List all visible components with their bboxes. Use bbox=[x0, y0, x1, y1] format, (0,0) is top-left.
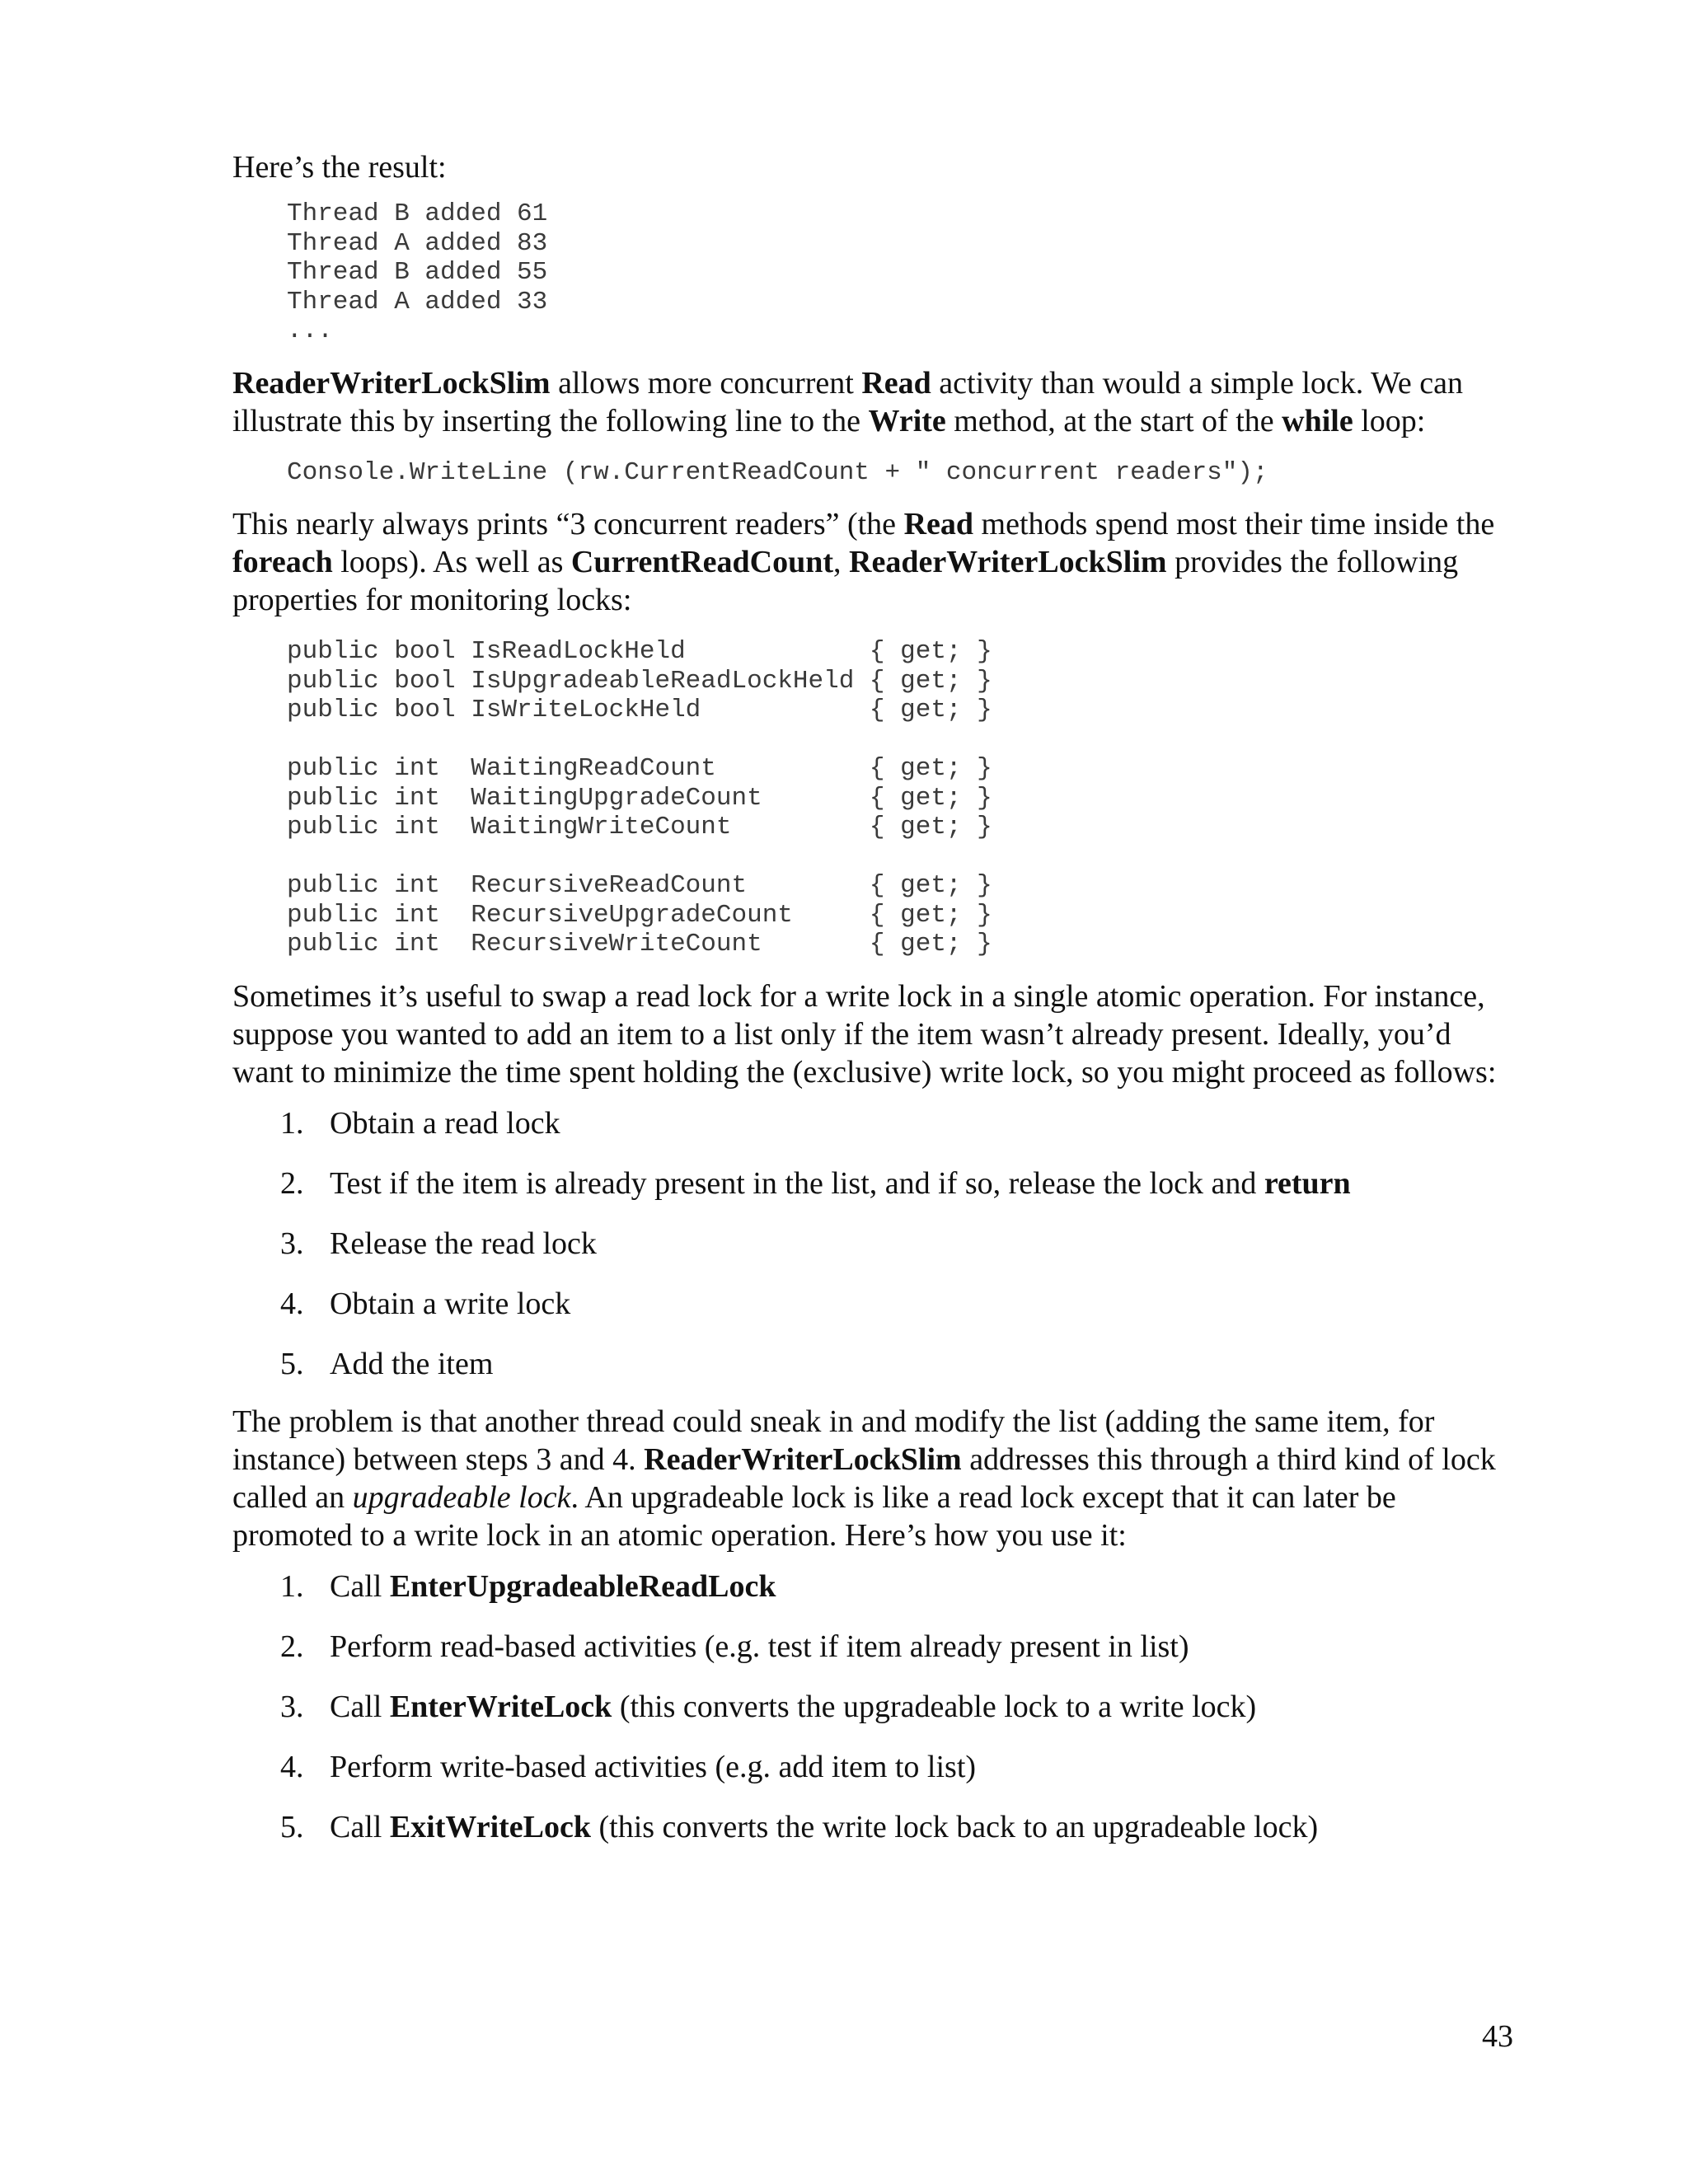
list-item-number: 1. bbox=[280, 1105, 304, 1141]
list-item-number: 4. bbox=[280, 1749, 304, 1784]
bold-term: Read bbox=[903, 507, 974, 541]
list-item-text bbox=[330, 1347, 493, 1381]
list-item-text bbox=[330, 1166, 1351, 1201]
text-run: (this converts the write lock back to an upgradeable lock) bbox=[591, 1809, 1319, 1844]
list-item-text bbox=[330, 1569, 776, 1604]
text-run: Obtain a write lock bbox=[330, 1286, 571, 1321]
bold-term: return bbox=[1264, 1165, 1351, 1201]
list-item-number: 5. bbox=[280, 1346, 304, 1381]
code-block-properties: public bool IsReadLockHeld { get; } public bool IsUpgradeableReadLockHeld { get; } public bool IsWriteLockHeld { get; } public int WaitingReadCount { get; } public int WaitingUpgradeCount { get; } public int WaitingWriteCount { get; } public int RecursiveReadCount { get; } public int RecursiveUpgradeCount { get; } public int RecursiveWriteCount { get; } bbox=[287, 637, 992, 958]
list-item-number: 3. bbox=[280, 1226, 304, 1261]
list-item-number: 2. bbox=[280, 1165, 304, 1201]
text-run: Call bbox=[330, 1809, 390, 1844]
text-run: provides the following properties for monitoring locks: bbox=[232, 545, 1459, 617]
bold-term: ReaderWriterLockSlim bbox=[644, 1441, 962, 1477]
bold-term: EnterWriteLock bbox=[389, 1689, 612, 1724]
text-run: . An upgradeable lock is like a read lock except that it can later be promoted to a write lock in an atomic operation. Here’s how you use it: bbox=[232, 1479, 1396, 1553]
text-run: (this converts the upgradeable lock to a write lock) bbox=[612, 1689, 1257, 1724]
list-item bbox=[232, 1225, 1518, 1263]
text-run: , bbox=[833, 545, 850, 579]
list-item bbox=[232, 1345, 1518, 1383]
italic-term: upgradeable lock bbox=[352, 1479, 571, 1515]
page-content bbox=[232, 148, 1518, 1846]
bold-term: CurrentReadCount bbox=[570, 545, 834, 579]
list-item-text bbox=[330, 1750, 976, 1784]
list-item-text bbox=[330, 1810, 1318, 1844]
list-item-text bbox=[330, 1106, 560, 1141]
list-item bbox=[232, 1285, 1518, 1323]
text-run: activity than would a simple lock. We can illustrate this by inserting the following line to the bbox=[232, 365, 1464, 438]
list-item-text bbox=[330, 1226, 597, 1261]
list-item bbox=[232, 1808, 1518, 1846]
text-run: method, at the start of the bbox=[945, 403, 1282, 438]
bold-term: ExitWriteLock bbox=[389, 1809, 591, 1844]
text-run: allows more concurrent bbox=[550, 365, 862, 401]
text-run: Call bbox=[330, 1689, 390, 1724]
text-run: Call bbox=[330, 1568, 390, 1604]
text-run: loop: bbox=[1353, 403, 1426, 438]
text-run: This nearly always prints “3 concurrent readers” (the bbox=[232, 507, 904, 541]
code-block-console-writeline: Console.WriteLine (rw.CurrentReadCount + " concurrent readers"); bbox=[287, 457, 1268, 487]
list-item-text bbox=[330, 1629, 1189, 1664]
bold-term: while bbox=[1282, 403, 1353, 438]
text-run: Perform write-based activities (e.g. add item to list) bbox=[330, 1749, 977, 1784]
bold-term: ReaderWriterLockSlim bbox=[849, 545, 1167, 579]
list-item bbox=[232, 1748, 1518, 1786]
bold-term: Read bbox=[861, 365, 931, 401]
text-run: Sometimes it’s useful to swap a read lock for a write lock in a single atomic operation. For instance, suppose you wanted to add an item to a list only if the item wasn’t already present. Ideally, you’d want to minimize the time spent holding the (exclusive) write lock, so you might proceed as follows: bbox=[232, 978, 1497, 1090]
paragraph-upgradeable-lock bbox=[232, 1403, 1518, 1554]
steps-list-naive bbox=[232, 1104, 1518, 1383]
paragraph-swap-lock bbox=[232, 977, 1518, 1091]
list-item bbox=[232, 1104, 1518, 1142]
text-run: loops). As well as bbox=[332, 545, 571, 579]
list-item-number: 4. bbox=[280, 1286, 304, 1321]
text-run: Add the item bbox=[330, 1346, 494, 1381]
list-item-text bbox=[330, 1286, 570, 1321]
list-item-number: 3. bbox=[280, 1689, 304, 1724]
page-number: 43 bbox=[1482, 2019, 1513, 2054]
text-run: Test if the item is already present in the list, and if so, release the lock and bbox=[330, 1165, 1264, 1201]
bold-term: Write bbox=[868, 403, 946, 438]
text-run: Perform read-based activities (e.g. test if item already present in list) bbox=[330, 1629, 1189, 1664]
text-run: addresses this through a third kind of lock called an bbox=[232, 1441, 1496, 1515]
list-item-number: 5. bbox=[280, 1809, 304, 1844]
list-item bbox=[232, 1688, 1518, 1726]
text-run: The problem is that another thread could sneak in and modify the list (adding the same item, for instance) between steps 3 and 4. bbox=[232, 1404, 1435, 1477]
list-item-text bbox=[330, 1690, 1256, 1724]
paragraph-concurrent-readers bbox=[232, 505, 1518, 619]
list-item-number: 2. bbox=[280, 1629, 304, 1664]
list-item bbox=[232, 1165, 1518, 1202]
text-run: Obtain a read lock bbox=[330, 1105, 560, 1141]
code-block-output: Thread B added 61 Thread A added 83 Thread B added 55 Thread A added 33 ... bbox=[287, 199, 548, 345]
steps-list-upgradeable bbox=[232, 1568, 1518, 1846]
intro-text: Here’s the result: bbox=[232, 150, 447, 185]
list-item-number: 1. bbox=[280, 1568, 304, 1604]
paragraph-readerwriterlockslim bbox=[232, 364, 1518, 440]
bold-term: ReaderWriterLockSlim bbox=[232, 365, 551, 401]
list-item bbox=[232, 1568, 1518, 1605]
bold-term: EnterUpgradeableReadLock bbox=[389, 1568, 776, 1604]
bold-term: foreach bbox=[232, 545, 333, 579]
text-run: Release the read lock bbox=[330, 1226, 597, 1261]
text-run: methods spend most their time inside the bbox=[973, 507, 1495, 541]
list-item bbox=[232, 1628, 1518, 1666]
